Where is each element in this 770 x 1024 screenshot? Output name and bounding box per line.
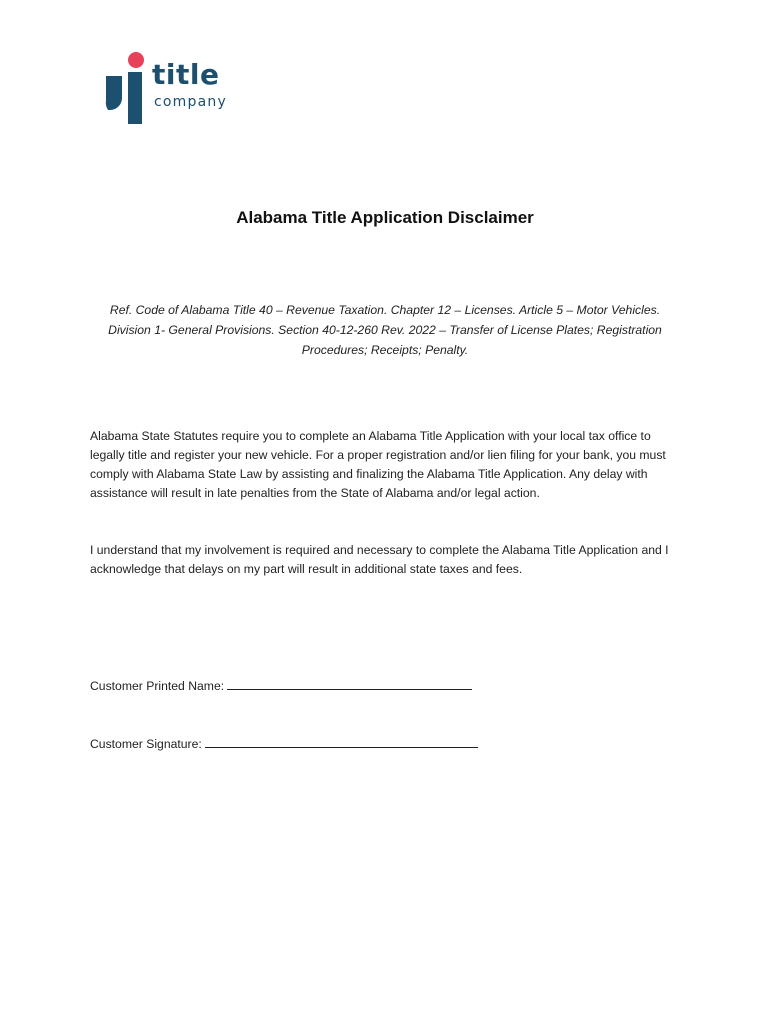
signature-blank-line[interactable] — [205, 735, 478, 748]
signature-label: Customer Signature: — [90, 737, 202, 751]
printed-name-label: Customer Printed Name: — [90, 679, 225, 693]
acknowledgement-paragraph: I understand that my involvement is required and necessary to complete the Alabama Title Application and I acknowledge that delays on my part will result in additional state taxes and fees. — [90, 543, 669, 576]
signature-field — [90, 735, 478, 753]
document-title: Alabama Title Application Disclaimer — [236, 208, 534, 227]
printed-name-blank-line[interactable] — [227, 677, 472, 690]
logo-mark-icon — [104, 50, 152, 130]
printed-name-field — [90, 677, 472, 695]
company-logo — [104, 50, 244, 130]
logo-company-text: company — [154, 94, 227, 110]
legal-reference: Ref. Code of Alabama Title 40 – Revenue Taxation. Chapter 12 – Licenses. Article 5 – Motor Vehicles. Division 1- General Provisions. Section 40-12-260 Rev. 2022 – Transfer of License Plates; Registration Procedures; Receipts; Penalty. — [108, 303, 662, 357]
logo-title-text: title — [152, 58, 220, 91]
statute-paragraph: Alabama State Statutes require you to complete an Alabama Title Application with your local tax office to legally title and register your new vehicle. For a proper registration and/or lien filing for your bank, you must comply with Alabama State Law by assisting and finalizing the Alabama Title Application. Any delay with assistance will result in late penalties from the State of Alabama and/or legal action. — [90, 429, 666, 500]
